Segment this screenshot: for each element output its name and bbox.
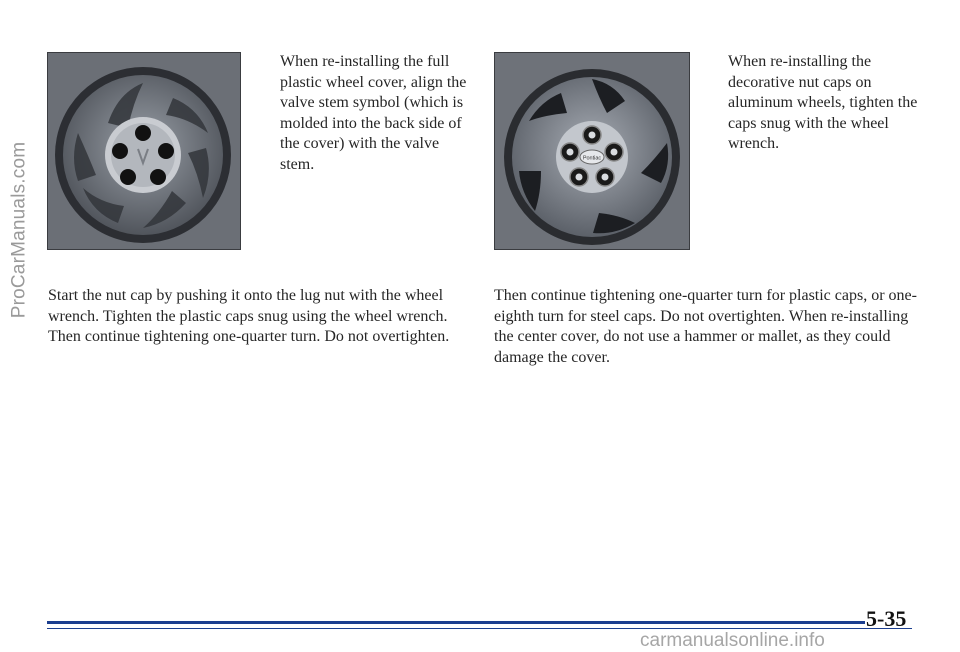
aluminum-wheel-photo <box>494 52 690 250</box>
side-watermark <box>2 0 36 460</box>
plastic-wheel-cover-photo <box>47 52 241 250</box>
side-watermark-text: ProCarManuals.com <box>8 141 30 319</box>
bottom-watermark: carmanualsonline.info <box>640 630 825 651</box>
plastic-wheel-cover-icon <box>48 53 240 249</box>
caption-plastic-wheel-cover: When re-installing the full plastic wheel cover, align the valve stem symbol (which is molded into the back side of the cover) with the valve stem. <box>280 53 467 173</box>
footer-rule-thin <box>47 628 912 629</box>
footer-rule <box>47 621 865 624</box>
paragraph-tightening: Then continue tightening one-quarter turn for plastic caps, or one-eighth turn for steel caps. Do not overtighten. When re-installing the center cover, do not use a hammer or mallet, as they could damage the cover. <box>494 287 917 366</box>
page-number: 5-35 <box>866 606 907 631</box>
aluminum-wheel-nut-caps-icon <box>495 53 689 249</box>
caption-aluminum-nut-caps: When re-installing the decorative nut caps on aluminum wheels, tighten the caps snug with the wheel wrench. <box>728 53 918 152</box>
paragraph-nut-cap-install: Start the nut cap by pushing it onto the lug nut with the wheel wrench. Tighten the plastic caps snug using the wheel wrench. Then continue tightening one-quarter turn. Do not overtighten. <box>48 287 450 345</box>
wheel-center-text: Pontiac <box>582 155 602 162</box>
